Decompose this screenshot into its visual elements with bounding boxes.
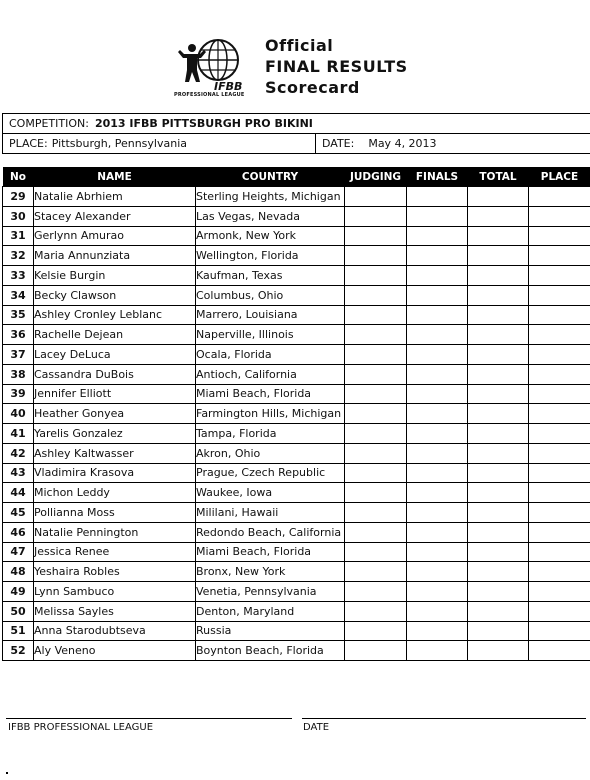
competitor-name: Vladimira Krasova	[34, 463, 196, 483]
competitor-country: Akron, Ohio	[196, 443, 345, 463]
total-cell	[468, 542, 529, 562]
finals-cell	[407, 582, 468, 602]
place-cell	[529, 345, 590, 365]
place-cell	[3, 134, 316, 153]
competition-value: 2013 IFBB PITTSBURGH PRO BIKINI	[94, 117, 313, 130]
total-cell	[468, 345, 529, 365]
judging-cell	[345, 463, 407, 483]
competitor-number: 31	[3, 226, 34, 246]
competitor-number: 38	[3, 364, 34, 384]
competitor-country: Columbus, Ohio	[196, 285, 345, 305]
table-row	[3, 305, 590, 325]
title-line-1: Official	[265, 36, 334, 55]
judging-cell	[345, 364, 407, 384]
signature-line-league	[6, 718, 292, 719]
place-cell	[529, 483, 590, 503]
scorecard-title	[265, 35, 408, 98]
competitor-name: Pollianna Moss	[34, 503, 196, 523]
column-header-name: NAME	[34, 167, 196, 187]
place-cell	[529, 404, 590, 424]
finals-cell	[407, 364, 468, 384]
place-cell	[529, 463, 590, 483]
competitor-number: 36	[3, 325, 34, 345]
table-row	[3, 424, 590, 444]
table-row	[3, 463, 590, 483]
date-value: May 4, 2013	[368, 137, 437, 150]
place-cell	[529, 503, 590, 523]
place-cell	[529, 305, 590, 325]
competitor-name: Rachelle Dejean	[34, 325, 196, 345]
total-cell	[468, 266, 529, 286]
competitor-name: Anna Starodubtseva	[34, 621, 196, 641]
competitor-name: Lynn Sambuco	[34, 582, 196, 602]
finals-cell	[407, 503, 468, 523]
competitor-country: Redondo Beach, California	[196, 522, 345, 542]
competitor-number: 50	[3, 601, 34, 621]
scorecard-header	[0, 0, 590, 110]
competitor-number: 30	[3, 206, 34, 226]
place-cell	[529, 325, 590, 345]
logo-subtext: PROFESSIONAL LEAGUE	[174, 92, 245, 98]
competitor-name: Stacey Alexander	[34, 206, 196, 226]
competitor-number: 52	[3, 641, 34, 661]
competitor-name: Melissa Sayles	[34, 601, 196, 621]
total-cell	[468, 443, 529, 463]
competitor-country: Miami Beach, Florida	[196, 542, 345, 562]
competitor-number: 40	[3, 404, 34, 424]
competitor-country: Mililani, Hawaii	[196, 503, 345, 523]
competitor-name: Heather Gonyea	[34, 404, 196, 424]
place-cell	[529, 226, 590, 246]
competition-row	[3, 114, 590, 133]
competitor-country: Farmington Hills, Michigan	[196, 404, 345, 424]
judging-cell	[345, 522, 407, 542]
competitor-name: Maria Annunziata	[34, 246, 196, 266]
competitor-name: Michon Leddy	[34, 483, 196, 503]
place-cell	[529, 285, 590, 305]
place-cell	[529, 443, 590, 463]
title-line-2: FINAL RESULTS	[265, 57, 408, 76]
competitor-country: Armonk, New York	[196, 226, 345, 246]
competitor-name: Natalie Abrhiem	[34, 187, 196, 207]
total-cell	[468, 463, 529, 483]
competitor-name: Yeshaira Robles	[34, 562, 196, 582]
total-cell	[468, 522, 529, 542]
results-table	[2, 167, 590, 661]
place-cell	[529, 641, 590, 661]
total-cell	[468, 641, 529, 661]
table-row	[3, 187, 590, 207]
finals-cell	[407, 641, 468, 661]
judging-cell	[345, 345, 407, 365]
competitor-country: Wellington, Florida	[196, 246, 345, 266]
table-row	[3, 345, 590, 365]
competitor-country: Russia	[196, 621, 345, 641]
competitor-number: 33	[3, 266, 34, 286]
competitor-number: 45	[3, 503, 34, 523]
competitor-country: Sterling Heights, Michigan	[196, 187, 345, 207]
table-row	[3, 443, 590, 463]
column-header-judging: JUDGING	[345, 167, 407, 187]
competitor-number: 39	[3, 384, 34, 404]
competitor-country: Kaufman, Texas	[196, 266, 345, 286]
competitor-number: 34	[3, 285, 34, 305]
place-cell	[529, 206, 590, 226]
table-row	[3, 641, 590, 661]
place-cell	[529, 522, 590, 542]
column-header-finals: FINALS	[407, 167, 468, 187]
place-cell	[529, 424, 590, 444]
judging-cell	[345, 206, 407, 226]
place-cell	[529, 187, 590, 207]
finals-cell	[407, 206, 468, 226]
finals-cell	[407, 483, 468, 503]
table-row	[3, 404, 590, 424]
judging-cell	[345, 226, 407, 246]
competitor-number: 43	[3, 463, 34, 483]
place-date-row	[3, 133, 590, 153]
table-row	[3, 325, 590, 345]
total-cell	[468, 582, 529, 602]
table-row	[3, 266, 590, 286]
judging-cell	[345, 483, 407, 503]
competitor-name: Kelsie Burgin	[34, 266, 196, 286]
finals-cell	[407, 424, 468, 444]
competitor-country: Tampa, Florida	[196, 424, 345, 444]
competitor-number: 47	[3, 542, 34, 562]
place-cell	[529, 582, 590, 602]
judging-cell	[345, 503, 407, 523]
table-row	[3, 384, 590, 404]
total-cell	[468, 226, 529, 246]
date-label: DATE:	[322, 137, 355, 150]
judging-cell	[345, 246, 407, 266]
judging-cell	[345, 305, 407, 325]
total-cell	[468, 364, 529, 384]
finals-cell	[407, 522, 468, 542]
competitor-country: Waukee, Iowa	[196, 483, 345, 503]
competitor-country: Ocala, Florida	[196, 345, 345, 365]
competitor-name: Ashley Kaltwasser	[34, 443, 196, 463]
table-row	[3, 206, 590, 226]
competitor-country: Bronx, New York	[196, 562, 345, 582]
competitor-number: 48	[3, 562, 34, 582]
competitor-country: Antioch, California	[196, 364, 345, 384]
table-row	[3, 562, 590, 582]
total-cell	[468, 325, 529, 345]
total-cell	[468, 187, 529, 207]
logo-wordmark: IFBB	[214, 80, 243, 93]
column-header-total: TOTAL	[468, 167, 529, 187]
table-row	[3, 621, 590, 641]
signature-label-league: IFBB PROFESSIONAL LEAGUE	[8, 722, 154, 733]
judging-cell	[345, 621, 407, 641]
total-cell	[468, 285, 529, 305]
page-dot	[6, 772, 8, 774]
finals-cell	[407, 246, 468, 266]
finals-cell	[407, 305, 468, 325]
title-line-3: Scorecard	[265, 78, 360, 97]
judging-cell	[345, 187, 407, 207]
table-row	[3, 364, 590, 384]
table-row	[3, 503, 590, 523]
finals-cell	[407, 266, 468, 286]
competitor-country: Miami Beach, Florida	[196, 384, 345, 404]
competition-info	[2, 113, 590, 154]
judging-cell	[345, 266, 407, 286]
judging-cell	[345, 582, 407, 602]
competition-label: COMPETITION:	[9, 117, 89, 130]
table-row	[3, 582, 590, 602]
judging-cell	[345, 285, 407, 305]
competitor-country: Venetia, Pennsylvania	[196, 582, 345, 602]
finals-cell	[407, 325, 468, 345]
competitor-number: 44	[3, 483, 34, 503]
competitor-number: 49	[3, 582, 34, 602]
competitor-number: 51	[3, 621, 34, 641]
table-row	[3, 226, 590, 246]
finals-cell	[407, 384, 468, 404]
table-row	[3, 246, 590, 266]
judging-cell	[345, 443, 407, 463]
finals-cell	[407, 621, 468, 641]
competitor-name: Ashley Cronley Leblanc	[34, 305, 196, 325]
finals-cell	[407, 345, 468, 365]
competitor-name: Lacey DeLuca	[34, 345, 196, 365]
competitor-country: Boynton Beach, Florida	[196, 641, 345, 661]
competitor-name: Aly Veneno	[34, 641, 196, 661]
table-row	[3, 285, 590, 305]
judging-cell	[345, 404, 407, 424]
competitor-name: Jessica Renee	[34, 542, 196, 562]
signature-label-date: DATE	[303, 722, 330, 733]
judging-cell	[345, 601, 407, 621]
judging-cell	[345, 641, 407, 661]
competitor-name: Yarelis Gonzalez	[34, 424, 196, 444]
total-cell	[468, 206, 529, 226]
competitor-name: Jennifer Elliott	[34, 384, 196, 404]
competitor-name: Cassandra DuBois	[34, 364, 196, 384]
competitor-name: Natalie Pennington	[34, 522, 196, 542]
competitor-number: 42	[3, 443, 34, 463]
place-cell	[529, 542, 590, 562]
competitor-number: 41	[3, 424, 34, 444]
finals-cell	[407, 443, 468, 463]
judging-cell	[345, 562, 407, 582]
competitor-name: Becky Clawson	[34, 285, 196, 305]
competitor-name: Gerlynn Amurao	[34, 226, 196, 246]
place-cell	[529, 621, 590, 641]
competitor-number: 29	[3, 187, 34, 207]
place-value: Pittsburgh, Pennsylvania	[51, 137, 187, 150]
total-cell	[468, 601, 529, 621]
place-cell	[529, 601, 590, 621]
finals-cell	[407, 542, 468, 562]
total-cell	[468, 503, 529, 523]
finals-cell	[407, 226, 468, 246]
signature-line-date	[302, 718, 586, 719]
column-header-country: COUNTRY	[196, 167, 345, 187]
place-cell	[529, 266, 590, 286]
judging-cell	[345, 325, 407, 345]
table-row	[3, 601, 590, 621]
judging-cell	[345, 542, 407, 562]
column-header-no: No	[3, 167, 34, 187]
competitor-number: 37	[3, 345, 34, 365]
total-cell	[468, 404, 529, 424]
finals-cell	[407, 187, 468, 207]
total-cell	[468, 424, 529, 444]
total-cell	[468, 483, 529, 503]
judging-cell	[345, 384, 407, 404]
total-cell	[468, 621, 529, 641]
judging-cell	[345, 424, 407, 444]
finals-cell	[407, 601, 468, 621]
competitor-number: 32	[3, 246, 34, 266]
table-header-row	[3, 167, 590, 187]
results-body	[3, 187, 590, 661]
place-cell	[529, 562, 590, 582]
competitor-number: 35	[3, 305, 34, 325]
finals-cell	[407, 404, 468, 424]
table-row	[3, 483, 590, 503]
total-cell	[468, 305, 529, 325]
competitor-number: 46	[3, 522, 34, 542]
finals-cell	[407, 463, 468, 483]
place-cell	[529, 384, 590, 404]
competitor-country: Marrero, Louisiana	[196, 305, 345, 325]
total-cell	[468, 562, 529, 582]
total-cell	[468, 384, 529, 404]
finals-cell	[407, 285, 468, 305]
competitor-country: Naperville, Illinois	[196, 325, 345, 345]
place-label: PLACE:	[9, 137, 48, 150]
table-row	[3, 522, 590, 542]
finals-cell	[407, 562, 468, 582]
competitor-country: Prague, Czech Republic	[196, 463, 345, 483]
table-row	[3, 542, 590, 562]
total-cell	[468, 246, 529, 266]
column-header-place: PLACE	[529, 167, 590, 187]
place-cell	[529, 364, 590, 384]
place-cell	[529, 246, 590, 266]
competitor-country: Las Vegas, Nevada	[196, 206, 345, 226]
competitor-country: Denton, Maryland	[196, 601, 345, 621]
date-cell	[316, 134, 590, 153]
